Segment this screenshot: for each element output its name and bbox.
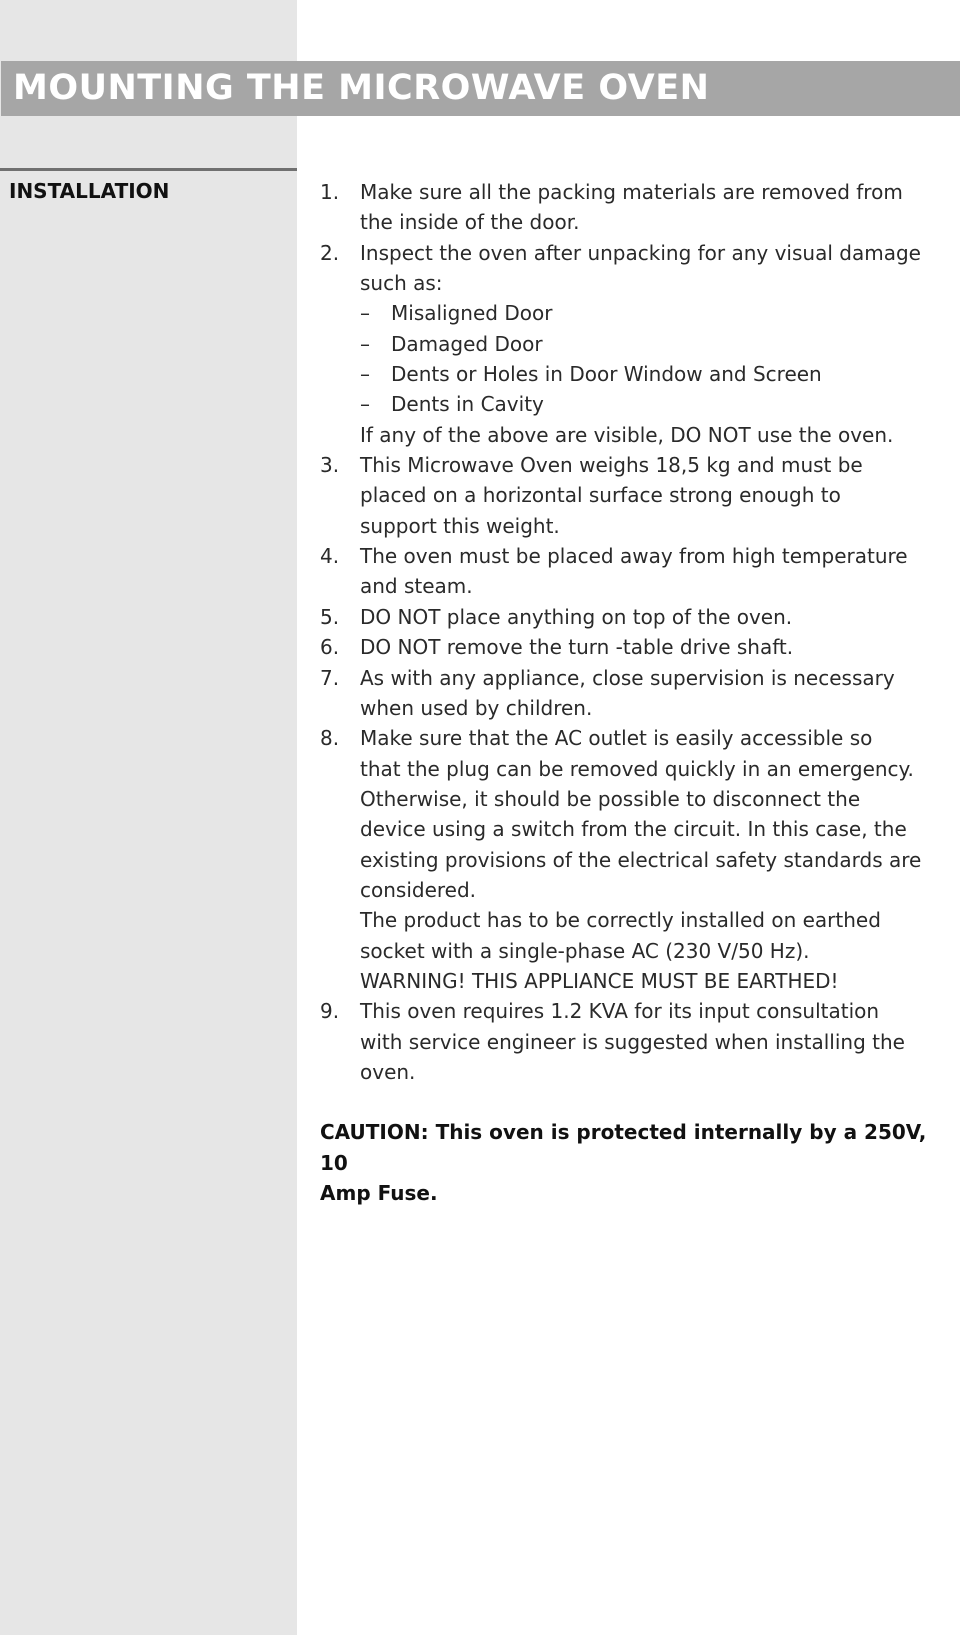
step-text-line: The product has to be correctly installed on earthed — [360, 908, 881, 933]
step-text-line: As with any appliance, close supervision is necessary — [360, 665, 895, 690]
caution-note — [320, 1117, 960, 1208]
dash-bullet: – — [360, 362, 370, 387]
installation-step — [320, 450, 960, 541]
step-text-line: The oven must be placed away from high temperature — [360, 544, 908, 569]
step-text-line: such as: — [360, 271, 443, 296]
step-text-line: Make sure that the AC outlet is easily accessible so — [360, 726, 873, 751]
step-number: 7. — [320, 665, 340, 690]
damage-item-text: Damaged Door — [391, 331, 543, 356]
step-number: 5. — [320, 604, 340, 629]
caution-text-line: Amp Fuse. — [320, 1181, 438, 1205]
step-text-line: existing provisions of the electrical safety standards are — [360, 847, 922, 872]
step-number: 6. — [320, 635, 340, 660]
damage-checklist-item — [360, 329, 960, 359]
dash-bullet: – — [360, 392, 370, 417]
step-text-line: Make sure all the packing materials are removed from — [360, 180, 903, 204]
section-divider — [0, 168, 297, 171]
step-text-line: with service engineer is suggested when installing the — [360, 1029, 905, 1054]
step-number: 8. — [320, 726, 340, 751]
step-number: 4. — [320, 544, 340, 569]
step-text-line: socket with a single-phase AC (230 V/50 Hz). — [360, 938, 810, 963]
step-note: If any of the above are visible, DO NOT use the oven. — [360, 422, 894, 447]
dash-bullet: – — [360, 331, 370, 356]
installation-content — [320, 177, 960, 1208]
installation-step — [320, 723, 960, 996]
damage-item-text: Misaligned Door — [391, 301, 553, 326]
damage-checklist-item — [360, 298, 960, 328]
step-text-line: that the plug can be removed quickly in an emergency. — [360, 756, 914, 781]
step-number: 2. — [320, 240, 340, 265]
step-text-line: This Microwave Oven weighs 18,5 kg and must be — [360, 453, 863, 478]
installation-step — [320, 541, 960, 602]
damage-item-text: Dents in Cavity — [391, 392, 544, 417]
damage-item-text: Dents or Holes in Door Window and Screen — [391, 362, 822, 387]
damage-checklist — [360, 298, 960, 419]
step-text-line: device using a switch from the circuit. In this case, the — [360, 817, 907, 842]
installation-step — [320, 632, 960, 662]
installation-step — [320, 602, 960, 632]
step-number: 3. — [320, 453, 340, 478]
step-text-line: when used by children. — [360, 695, 593, 720]
step-text-line: This oven requires 1.2 KVA for its input consultation — [360, 999, 880, 1024]
installation-step — [320, 177, 960, 238]
step-number: 1. — [320, 180, 340, 204]
caution-text-line: CAUTION: This oven is protected internally by a 250V, 10 — [320, 1120, 927, 1175]
step-text-line: the inside of the door. — [360, 210, 580, 235]
step-text-line: considered. — [360, 877, 477, 902]
step-text-line: Otherwise, it should be possible to disconnect the — [360, 786, 861, 811]
step-text-line: placed on a horizontal surface strong enough to — [360, 483, 841, 508]
installation-step — [320, 996, 960, 1087]
step-text-line: and steam. — [360, 574, 473, 599]
sidebar-background — [0, 0, 297, 1635]
title-bar — [1, 61, 960, 116]
dash-bullet: – — [360, 301, 370, 326]
installation-step — [320, 663, 960, 724]
step-text-line: DO NOT place anything on top of the oven. — [360, 604, 793, 629]
installation-step — [320, 238, 960, 450]
damage-checklist-item — [360, 359, 960, 389]
installation-steps — [320, 177, 960, 1087]
step-text-line: support this weight. — [360, 513, 560, 538]
step-text-line: oven. — [360, 1059, 416, 1084]
step-number: 9. — [320, 999, 340, 1024]
damage-checklist-item — [360, 389, 960, 419]
step-text-line: DO NOT remove the turn -table drive shaft. — [360, 635, 794, 660]
page-title: MOUNTING THE MICROWAVE OVEN — [13, 68, 710, 108]
step-text-line: Inspect the oven after unpacking for any visual damage — [360, 240, 921, 265]
step-text-line: WARNING! THIS APPLIANCE MUST BE EARTHED! — [360, 968, 839, 993]
section-label: INSTALLATION — [9, 179, 170, 203]
